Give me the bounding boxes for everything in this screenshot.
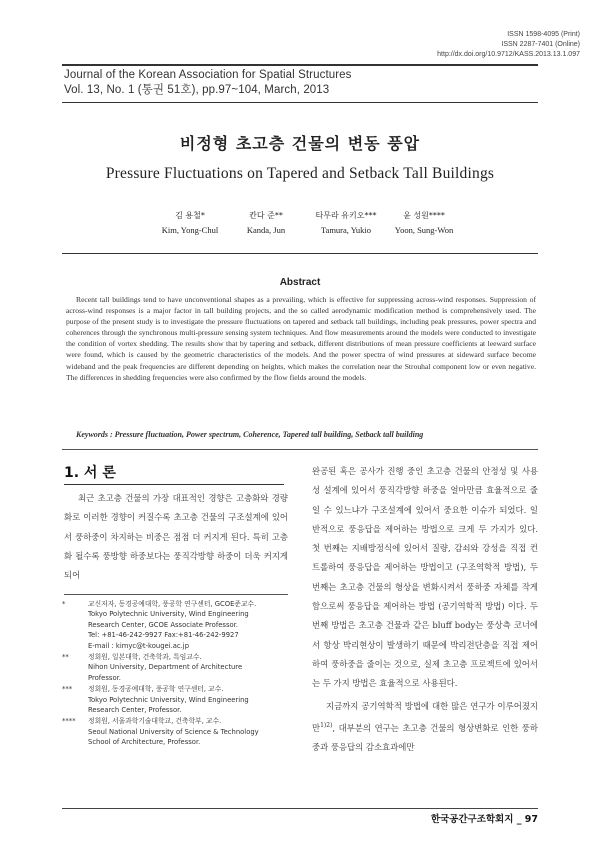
journal-name: Journal of the Korean Association for Spatial Structures — [64, 69, 352, 81]
paragraph-text: 지금까지 공기역학적 방법에 대한 많은 연구가 이루어졌지만 — [312, 700, 538, 733]
footnote-email[interactable]: E-mail : kimyc@t-kougei.ac.jp — [88, 641, 190, 650]
header-rule-top — [62, 64, 538, 66]
author-name-ko: 타무라 유키오*** — [315, 211, 377, 220]
footnote-rule — [64, 594, 288, 595]
footer-page-number: 한국공간구조학회지 _ 97 — [430, 814, 538, 825]
body-column-right — [312, 462, 538, 760]
footnote-line: Seoul National University of Science & Technology — [88, 727, 259, 736]
section-heading-rule — [64, 484, 284, 485]
issn-print: ISSN 1598-4095 (Print) — [507, 31, 580, 38]
body-column-left — [64, 489, 288, 585]
footnote-3 — [62, 684, 292, 715]
abstract-rule — [62, 253, 538, 254]
author-name-ko: 칸다 준** — [249, 211, 283, 220]
citation-ref: 1)2) — [320, 721, 333, 729]
footnote-mark: ** — [62, 653, 69, 662]
footnote-line: 정회원, 일본대학, 건축학과, 특임교수. — [88, 653, 202, 662]
doi-link[interactable]: http://dx.doi.org/10.9712/KASS.2013.13.1.097 — [437, 51, 580, 58]
header-rule-bottom — [62, 102, 538, 103]
journal-info — [64, 68, 352, 98]
footnote-line: 정회원, 서울과학기술대학교, 건축학부, 교수. — [88, 717, 222, 726]
author-list — [0, 208, 600, 238]
author-name-ko: 윤 성원**** — [403, 211, 445, 220]
footnote-mark: **** — [62, 717, 76, 726]
author-name-en: Tamura, Yukio — [320, 225, 372, 235]
footnote-line: 정회원, 동경공예대학, 풍공학 연구센터, 교수. — [88, 685, 224, 694]
footnote-line: Research Center, GCOE Associate Professor. — [88, 620, 238, 629]
footnote-line: 교신저자, 동경공예대학, 풍공학 연구센터, GCOE준교수. — [88, 600, 257, 608]
footnote-line: Tokyo Polytechnic University, Wind Engineering — [88, 695, 249, 704]
footnote-line: Nihon University, Department of Architecture — [88, 663, 243, 672]
footer-rule — [62, 808, 538, 809]
abstract-text: Recent tall buildings tend to have unconventional shapes as a prevailing, which is effective for suppressing across-wind responses. Suppression of across-wind responses is a major factor in tall building projects, and the so called aerodynamic modification method is comprehensively used. The purpose of the present study is to investigate the pressure fluctuations on tapered and setback tall buildings, including peak pressures, power spectra and coherences through the synchronous multi-pressure sensing system techniques. And flow measurements around the models were conducted to investigate the condition of vortex shedding. The results show that by tapering and setback, different distributions of mean pressure coefficients at leeward surface were found, which is caused by the geometric characteristics of the models. And the power spectra of wind pressures at sideward surface become wideband and the peak frequencies are different depending on heights, which makes the correlation near the Strouhal component low or even negative. The differences in shedding frequencies were also confirmed by the flow fields around the models. — [66, 295, 536, 382]
footnote-mark: * — [62, 600, 66, 608]
section-heading-introduction: 1. 서 론 — [64, 465, 116, 481]
volume-line: Vol. 13, No. 1 (통권 51호), pp.97~104, March, 2013 — [64, 84, 330, 96]
author-name-en: Yoon, Sung-Won — [394, 225, 454, 235]
author-name-ko: 김 용철* — [175, 211, 205, 220]
keywords: Keywords : Pressure fluctuation, Power spectrum, Coherence, Tapered tall building, Setback tall building — [76, 430, 424, 439]
paragraph-text: , 대부분의 연구는 초고층 건물의 형상변화로 인한 풍하중과 풍응답의 감소효과에만 — [312, 722, 538, 752]
author-4 — [364, 208, 484, 238]
footnote-4 — [62, 716, 292, 747]
paper-title-english: Pressure Fluctuations on Tapered and Setback Tall Buildings — [105, 165, 495, 182]
footnote-line: Tokyo Polytechnic University, Wind Engineering — [88, 610, 249, 619]
paragraph: 최근 초고층 건물의 가장 대표적인 경향은 고층화와 경량화로 이러한 경향이 커질수록 초고층 건물의 구조설계에 있어서 풍하중이 차지하는 비중은 점점 더 커지게 된다. 특히 고층화 될수록 풍방향 하중보다는 풍직각방향 하중이 더욱 커지게 되어 — [64, 493, 288, 581]
issn-block — [437, 30, 580, 60]
footnote-line: Professor. — [88, 673, 121, 682]
issn-online: ISSN 2287-7401 (Online) — [501, 41, 580, 48]
author-name-en: Kanda, Jun — [246, 225, 286, 235]
paper-title-korean: 비정형 초고층 건물의 변동 풍압 — [179, 134, 421, 153]
footnote-line: Tel: +81-46-242-9927 Fax:+81-46-242-9927 — [88, 631, 239, 640]
keywords-rule — [62, 449, 538, 450]
abstract-heading: Abstract — [279, 277, 321, 288]
footnote-line: School of Architecture, Professor. — [88, 738, 201, 747]
footnote-1 — [62, 599, 292, 651]
author-name-en: Kim, Yong-Chul — [161, 225, 219, 235]
footnote-2 — [62, 652, 292, 683]
footnote-mark: *** — [62, 685, 73, 694]
paragraph: 완공된 혹은 공사가 진행 중인 초고층 건물의 안정성 및 사용성 설계에 있어서 풍직각방향 하중을 얼마만큼 효율적으로 줄일 수 있느냐가 구조설계에 있어서 중요한 이슈가 되었다. 일반적으로 풍응답을 제어하는 방법으로 크게 두 가지가 있다. 첫 번째는 지배방정식에 있어서 질량, 감쇠와 강성을 직접 컨트롤하여 풍응답을 제어하는 방법이고 (구조역학적 방법), 두 번째는 초고층 건물의 형상을 변화시켜서 풍하중 자체를 작게 함으로써 풍응답을 제어하는 방법 (공기역학적 방법) 이다. 두 번째 방법은 초고층 건물과 같은 bluff body는 풍상측 코너에서 항상 박리현상이 발생하기 때문에 박리전단층을 직접 제어하여 풍하중을 줄이는 것으로, 실제 초고층 프로젝트에 있어서는 두 가지 방법은 효율적으로 사용된다. — [312, 466, 538, 689]
paragraph — [312, 697, 538, 758]
footnotes — [62, 599, 292, 749]
footnote-line: Research Center, Professor. — [88, 706, 182, 715]
